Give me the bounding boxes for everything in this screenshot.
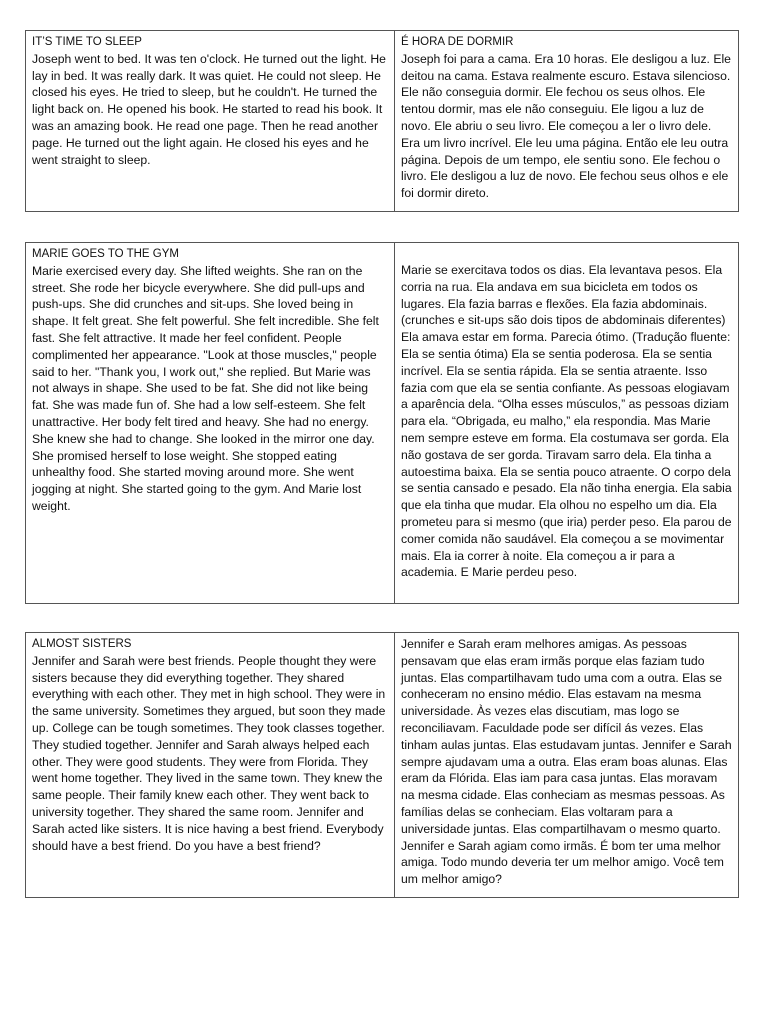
- story-text: Joseph went to bed. It was ten o'clock. He turned out the light. He lay in bed. It was really dark. It was quiet. He could not sleep. He closed his eyes. He tried to sleep, but he couldn't. He turned the light back on. He opened his book. He started to read his book. It was an amazing book. He read one page. Then he read another page. He turned out the light again. He closed his eyes and he went straight to sleep.: [32, 51, 386, 167]
- story-title: IT’S TIME TO SLEEP: [32, 36, 142, 48]
- story-title-translation: É HORA DE DORMIR: [401, 36, 514, 48]
- portuguese-column: [395, 31, 739, 212]
- story-table-sleep: [25, 30, 739, 212]
- portuguese-column: [395, 243, 739, 604]
- story-text-translation: Joseph foi para a cama. Era 10 horas. Ele desligou a luz. Ele deitou na cama. Estava realmente escuro. Estava silencioso. Ele não conseguia dormir. Ele fechou os seus olhos. Ele tentou dormir, mas ele não conseguiu. Ele ligou a luz de novo. Ele abriu o seu livro. Ele começou a ler o livro dele. Era um livro incrível. Ele leu uma página. Então ele leu outra página. Depois de um tempo, ele sentiu sono. Ele fechou o livro. Ele desligou a luz de novo. Ele fechou seus olhos e ele foi dormir direto.: [401, 51, 731, 201]
- english-column: [26, 31, 395, 212]
- story-text-translation: Marie se exercitava todos os dias. Ela levantava pesos. Ela corria na rua. Ela andava em sua bicicleta em todos os lugares. Ela fazia barras e flexões. Ela fazia abdominais. (crunches e sit-ups são dois tipos de abdominais diferentes) Ela amava estar em forma. Parecia ótimo. (Tradução fluente: Ela se sentia ótima) Ela se sentia poderosa. Ela se sentia incrível. Ela se sentia rápida. Ela se sentia atraente. Isso fazia com que ela se sentia confiante. As pessoas elogiavam a aparência dela. “Olha esses músculos,” as pessoas diziam para ela. “Obrigada, eu malho,” ela respondia. Mas Marie nem sempre esteve em forma. Ela costumava ser gorda. Ela não gostava de ser gorda. Tiravam sarro dela. Ela tinha a autoestima baixa. Ela se sentia pouco atraente. O corpo dela se sentia cansado e pesado. Ela não tinha energia. Ela sabia que ela tinha que mudar. Ela olhou no espelho um dia. Ela prometeu para si mesmo (que iria) perder peso. Ela parou de comer comida não saudável. Ela começou a se movimentar mais. Ela ia correr à noite. Ela começou a ir para a academia. E Marie perdeu peso.: [401, 263, 732, 580]
- story-title: MARIE GOES TO THE GYM: [32, 248, 179, 260]
- english-column: [26, 243, 395, 604]
- english-column: [26, 633, 395, 898]
- story-table-gym: [25, 242, 739, 604]
- story-table-sisters: [25, 632, 739, 898]
- story-text: Marie exercised every day. She lifted weights. She ran on the street. She rode her bicycle everywhere. She did pull-ups and push-ups. She did crunches and sit-ups. She loved being in shape. It felt great. She felt powerful. She felt incredible. She felt fast. She felt attractive. It made her feel confident. People complimented her appearance. "Look at those muscles," people said to her. "Thank you, I work out," she replied. But Marie was not always in shape. She used to be fat. She did not like being fat. She was made fun of. She had a low self-esteem. She felt unattractive. Her body felt tired and heavy. She had no energy. She knew she had to change. She looked in the mirror one day. She promised herself to lose weight. She stopped eating unhealthy food. She started moving around more. She went jogging at night. She started going to the gym. And Marie lost weight.: [32, 263, 379, 513]
- portuguese-column: [395, 633, 739, 898]
- story-text-translation: Jennifer e Sarah eram melhores amigas. As pessoas pensavam que elas eram irmãs porque elas faziam tudo juntas. Elas compartilhavam tudo uma com a outra. Elas se conheceram no ensino médio. Elas estavam na mesma universidade. Às vezes elas discutiam, mas logo se reconciliavam. Faculdade pode ser difícil ás vezes. Elas tinham aulas juntas. Elas estudavam juntas. Jennifer e Sarah sempre ajudavam uma a outra. Elas eram boas alunas. Elas eram da Flórida. Elas iam para casa juntas. Elas moravam na mesma cidade. Elas conheciam as mesmas pessoas. As famílias delas se conheciam. Elas voltaram para a universidade juntas. Elas compartilhavam o mesmo quarto. Jennifer e Sarah agiam como irmãs. É bom ter uma melhor amiga. Todo mundo deveria ter um melhor amigo. Você tem um melhor amigo?: [401, 637, 732, 887]
- story-text: Jennifer and Sarah were best friends. People thought they were sisters because they did everything together. They shared everything with each other. They met in high school. They were in the same university. Sometimes they argued, but soon they made up. College can be tough sometimes. They took classes together. They studied together. Jennifer and Sarah always helped each other. They were good students. They were from Florida. They went home together. They lived in the same town. They knew the same people. Their family knew each other. They went back to university together. They shared the same room. Jennifer and Sarah acted like sisters. It is nice having a best friend. Everybody should have a best friend. Do you have a best friend?: [32, 653, 386, 853]
- story-title: ALMOST SISTERS: [32, 638, 132, 650]
